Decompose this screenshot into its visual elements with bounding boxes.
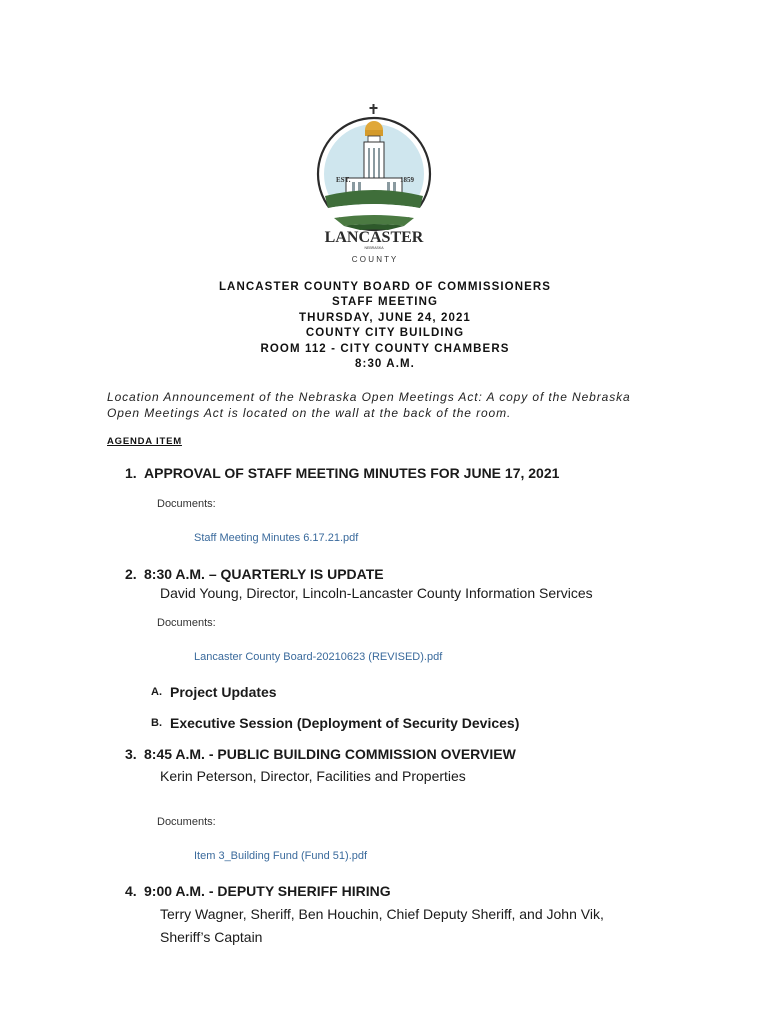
header-line-room: ROOM 112 - CITY COUNTY CHAMBERS bbox=[260, 343, 510, 355]
item-number: 4. bbox=[125, 883, 137, 899]
subitem-title: Executive Session (Deployment of Security Devices) bbox=[170, 715, 520, 731]
lancaster-county-logo bbox=[316, 104, 432, 266]
item-presenter: Kerin Peterson, Director, Facilities and Properties bbox=[160, 768, 466, 784]
county-seal-icon bbox=[316, 104, 432, 266]
item-title: 8:45 A.M. - PUBLIC BUILDING COMMISSION OVERVIEW bbox=[144, 746, 516, 762]
item-title: 9:00 A.M. - DEPUTY SHERIFF HIRING bbox=[144, 883, 391, 899]
header-line-board: LANCASTER COUNTY BOARD OF COMMISSIONERS bbox=[218, 281, 552, 293]
document-link[interactable]: Lancaster County Board-20210623 (REVISED).pdf bbox=[194, 651, 443, 663]
header-line-meeting: STAFF MEETING bbox=[331, 296, 439, 308]
item-presenter-line2: Sheriff’s Captain bbox=[160, 929, 263, 945]
header-line-building: COUNTY CITY BUILDING bbox=[305, 327, 465, 339]
item-presenter: David Young, Director, Lincoln-Lancaster County Information Services bbox=[160, 585, 593, 601]
agenda-item-label: AGENDA ITEM bbox=[107, 436, 182, 447]
subitem-title: Project Updates bbox=[170, 684, 277, 700]
item-number: 3. bbox=[125, 746, 137, 762]
year-text: 1859 bbox=[400, 176, 414, 184]
documents-label: Documents: bbox=[157, 498, 216, 510]
header-line-time: 8:30 A.M. bbox=[355, 358, 415, 370]
documents-label: Documents: bbox=[157, 816, 216, 828]
documents-label: Documents: bbox=[157, 617, 216, 629]
document-link[interactable]: Staff Meeting Minutes 6.17.21.pdf bbox=[194, 532, 359, 544]
item-number: 2. bbox=[125, 566, 137, 582]
item-title: APPROVAL OF STAFF MEETING MINUTES FOR JUNE 17, 2021 bbox=[144, 465, 560, 481]
location-notice-line2: Open Meetings Act is located on the wall at the back of the room. bbox=[107, 406, 512, 420]
item-presenter-line1: Terry Wagner, Sheriff, Ben Houchin, Chief Deputy Sheriff, and John Vik, bbox=[160, 906, 604, 922]
item-title: 8:30 A.M. – QUARTERLY IS UPDATE bbox=[144, 566, 384, 582]
subitem-letter: A. bbox=[151, 686, 162, 698]
logo-state: NEBRASKA bbox=[364, 246, 384, 250]
document-link[interactable]: Item 3_Building Fund (Fund 51).pdf bbox=[194, 850, 368, 862]
logo-name: LANCASTER bbox=[324, 229, 424, 246]
location-notice-line1: Location Announcement of the Nebraska Open Meetings Act: A copy of the Nebraska bbox=[107, 390, 631, 404]
est-text: EST. bbox=[336, 176, 351, 184]
logo-county: C O U N T Y bbox=[351, 255, 397, 264]
item-number: 1. bbox=[125, 465, 137, 481]
header-line-date: THURSDAY, JUNE 24, 2021 bbox=[299, 312, 471, 324]
subitem-letter: B. bbox=[151, 717, 162, 729]
